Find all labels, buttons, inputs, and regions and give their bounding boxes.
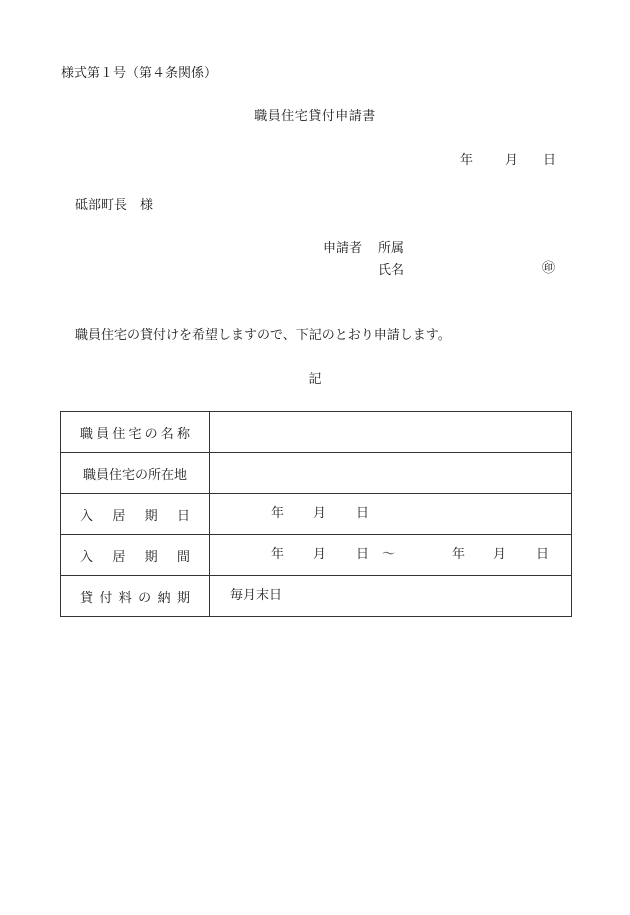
- period-tilde: ～: [382, 547, 396, 562]
- label-char: 居: [112, 549, 126, 565]
- housing-name-field[interactable]: [210, 412, 572, 453]
- start-day-label: 日: [356, 547, 370, 562]
- details-table: [60, 411, 572, 617]
- label-char: の: [144, 426, 158, 442]
- day-label: 日: [356, 506, 370, 521]
- rent-due-value: 毎月末日: [230, 588, 283, 603]
- table-row: [61, 453, 572, 494]
- housing-location-field[interactable]: [210, 453, 572, 494]
- label-char: 居: [112, 508, 126, 524]
- ki-heading: 記: [308, 372, 322, 387]
- label-char: 日: [176, 508, 190, 524]
- label-char: 貸: [80, 590, 94, 606]
- applicant-label: 申請者: [323, 241, 363, 256]
- table-row: [61, 535, 572, 576]
- occupancy-period-label: [61, 535, 210, 576]
- label-char: 入: [80, 549, 94, 565]
- document-title: 職員住宅貸付申請書: [254, 109, 376, 124]
- seal-mark: ㊞: [542, 261, 556, 276]
- rent-due-label: [61, 576, 210, 617]
- start-month-label: 月: [313, 547, 327, 562]
- date-year-label: 年: [460, 153, 474, 168]
- label-char: 納: [157, 590, 171, 606]
- month-label: 月: [313, 506, 327, 521]
- label-char: 宅: [128, 426, 142, 442]
- label-char: 称: [176, 426, 190, 442]
- label-char: 住: [112, 426, 126, 442]
- label-char: 期: [176, 590, 190, 606]
- housing-name-label: [61, 412, 210, 453]
- table-row: [61, 494, 572, 535]
- name-label: 氏名: [378, 263, 405, 278]
- table-row: [61, 412, 572, 453]
- occupancy-period-field[interactable]: [210, 535, 572, 576]
- end-year-label: 年: [452, 547, 466, 562]
- label-char: 入: [80, 508, 94, 524]
- label-char: 員: [96, 426, 110, 442]
- housing-location-label: 職員住宅の所在地: [61, 453, 210, 494]
- move-in-date-field[interactable]: [210, 494, 572, 535]
- end-day-label: 日: [536, 547, 550, 562]
- table-row: [61, 576, 572, 617]
- date-day-label: 日: [543, 153, 557, 168]
- label-char: 付: [99, 590, 113, 606]
- request-statement: 職員住宅の貸付けを希望しますので、下記のとおり申請します。: [75, 328, 451, 343]
- label-char: 名: [160, 426, 174, 442]
- move-in-date-label: [61, 494, 210, 535]
- label-char: 期: [144, 508, 158, 524]
- date-month-label: 月: [505, 153, 519, 168]
- label-char: 間: [176, 549, 190, 565]
- label-char: 期: [144, 549, 158, 565]
- form-number: 様式第１号（第４条関係）: [61, 66, 218, 81]
- rent-due-field[interactable]: [210, 576, 572, 617]
- end-month-label: 月: [493, 547, 507, 562]
- label-char: 職: [80, 426, 94, 442]
- addressee: 砥部町長 様: [75, 198, 154, 213]
- label-char: 料: [118, 590, 132, 606]
- label-char: の: [138, 590, 152, 606]
- start-year-label: 年: [271, 547, 285, 562]
- year-label: 年: [271, 506, 285, 521]
- affiliation-label: 所属: [378, 241, 405, 256]
